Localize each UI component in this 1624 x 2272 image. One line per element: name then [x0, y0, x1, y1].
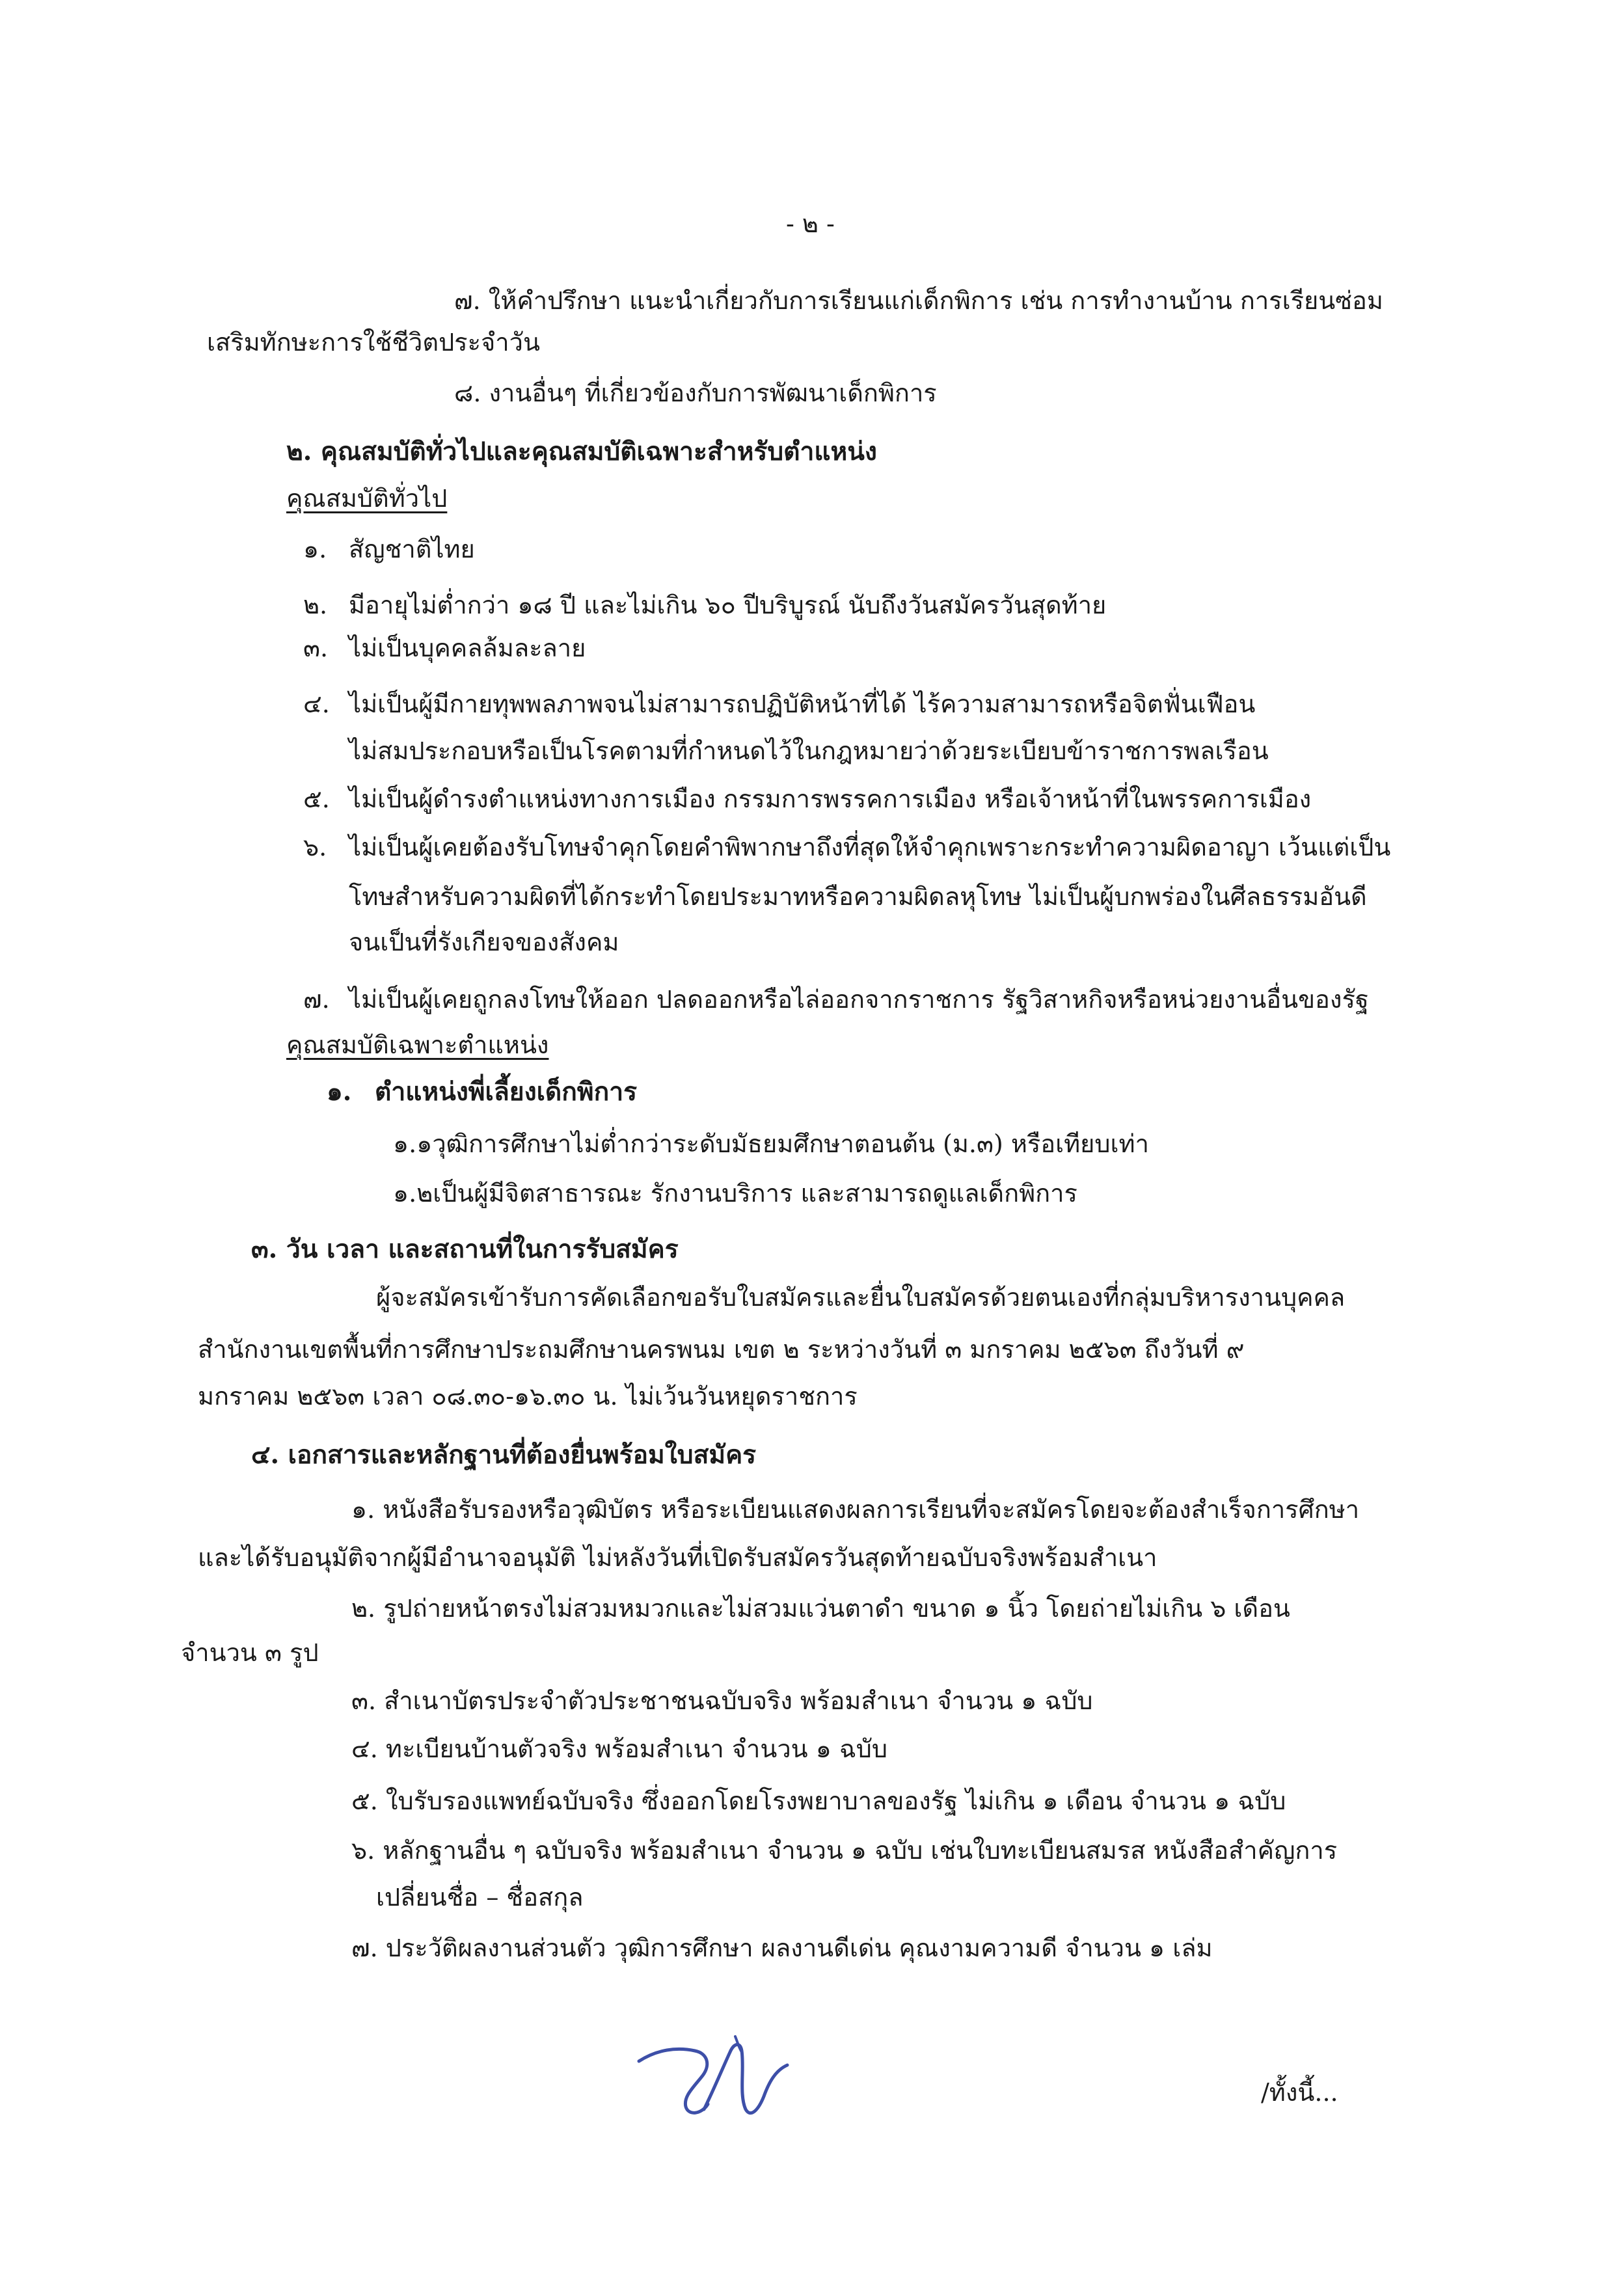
- duty-item-7-line1: [454, 284, 1454, 318]
- qual-5-text: ไม่เป็นผู้ดำรงตำแหน่งทางการเมือง กรรมการพรรคการเมือง หรือเจ้าหน้าที่ในพรรคการเมือง: [349, 785, 1312, 813]
- qual-3-text: ไม่เป็นบุคคลล้มละลาย: [349, 634, 586, 662]
- qual-6-line2: โทษสำหรับความผิดที่ได้กระทำโดยประมาทหรือความผิดลหุโทษ ไม่เป็นผู้บกพร่องในศีลธรรมอันดี: [349, 882, 1367, 911]
- continuation-marker: /ทั้งนี้...: [1261, 2078, 1338, 2107]
- general-qualifications-heading: คุณสมบัติทั่วไป: [286, 484, 448, 513]
- position-req-2: ๑.๒เป็นผู้มีจิตสาธารณะ รักงานบริการ และสามารถดูแลเด็กพิการ: [393, 1179, 1077, 1208]
- document-1-line2: และได้รับอนุมัติจากผู้มีอำนาจอนุมัติ ไม่หลังวันที่เปิดรับสมัครวันสุดท้ายฉบับจริงพร้อมสำเนา: [198, 1543, 1157, 1572]
- duty-item-7-line2: เสริมทักษะการใช้ชีวิตประจำวัน: [207, 328, 540, 357]
- section-3-line2: สำนักงานเขตพื้นที่การศึกษาประถมศึกษานครพนม เขต ๒ ระหว่างวันที่ ๓ มกราคม ๒๕๖๓ ถึงวันที่ ๙: [198, 1335, 1245, 1364]
- document-7: ๗. ประวัติผลงานส่วนตัว วุฒิการศึกษา ผลงานดีเด่น คุณงามความดี จำนวน ๑ เล่ม: [351, 1934, 1213, 1962]
- document-5: ๕. ใบรับรองแพทย์ฉบับจริง ซึ่งออกโดยโรงพยาบาลของรัฐ ไม่เกิน ๑ เดือน จำนวน ๑ ฉบับ: [351, 1787, 1286, 1815]
- qual-7-num: ๗.: [303, 985, 330, 1014]
- qual-4-line2: ไม่สมประกอบหรือเป็นโรคตามที่กำหนดไว้ในกฎหมายว่าด้วยระเบียบข้าราชการพลเรือน: [349, 737, 1269, 765]
- qual-1-num: ๑.: [303, 535, 327, 563]
- section-3-line1: ผู้จะสมัครเข้ารับการคัดเลือกขอรับใบสมัครและยื่นใบสมัครด้วยตนเองที่กลุ่มบริหารงานบุคคล: [376, 1283, 1346, 1312]
- qual-2-num: ๒.: [303, 591, 328, 619]
- specific-qualifications-heading: คุณสมบัติเฉพาะตำแหน่ง: [286, 1031, 549, 1059]
- qual-6-line3: จนเป็นที่รังเกียจของสังคม: [349, 928, 619, 956]
- position-number: ๑.: [327, 1077, 352, 1107]
- qual-6-num: ๖.: [303, 833, 327, 861]
- qual-3-num: ๓.: [303, 634, 329, 662]
- document-3: ๓. สำเนาบัตรประจำตัวประชาชนฉบับจริง พร้อมสำเนา จำนวน ๑ ฉบับ: [351, 1686, 1093, 1715]
- page-number: - ๒ -: [786, 210, 835, 238]
- signature-initials: [631, 2023, 800, 2128]
- section-2-heading: ๒. คุณสมบัติทั่วไปและคุณสมบัติเฉพาะสำหรับตำแหน่ง: [286, 437, 877, 467]
- document-2-line2: จำนวน ๓ รูป: [181, 1638, 319, 1667]
- section-3-heading: ๓. วัน เวลา และสถานที่ในการรับสมัคร: [251, 1234, 679, 1264]
- section-3-line3: มกราคม ๒๕๖๓ เวลา ๐๘.๓๐-๑๖.๓๐ น. ไม่เว้นวันหยุดราชการ: [198, 1382, 858, 1411]
- position-req-1: ๑.๑วุฒิการศึกษาไม่ต่ำกว่าระดับมัธยมศึกษาตอนต้น (ม.๓) หรือเทียบเท่า: [393, 1129, 1149, 1158]
- qual-5-num: ๕.: [303, 785, 330, 813]
- duty-item-7-text: ๗. ให้คำปรึกษา แนะนำเกี่ยวกับการเรียนแก่เด็กพิการ เช่น การทำงานบ้าน การเรียนซ่อม: [454, 286, 1383, 315]
- qual-1-text: สัญชาติไทย: [349, 535, 475, 563]
- qual-7-text: ไม่เป็นผู้เคยถูกลงโทษให้ออก ปลดออกหรือไล่ออกจากราชการ รัฐวิสาหกิจหรือหน่วยงานอื่นของรัฐ: [349, 985, 1369, 1014]
- duty-item-8: ๘. งานอื่นๆ ที่เกี่ยวข้องกับการพัฒนาเด็กพิการ: [454, 379, 937, 407]
- qual-4-num: ๔.: [303, 690, 330, 718]
- section-4-heading: ๔. เอกสารและหลักฐานที่ต้องยื่นพร้อมใบสมัคร: [251, 1440, 757, 1470]
- document-1-line1: ๑. หนังสือรับรองหรือวุฒิบัตร หรือระเบียนแสดงผลการเรียนที่จะสมัครโดยจะต้องสำเร็จการศึกษา: [351, 1495, 1360, 1524]
- document-6-line2: เปลี่ยนชื่อ – ชื่อสกุล: [376, 1883, 584, 1912]
- document-2-line1: ๒. รูปถ่ายหน้าตรงไม่สวมหมวกและไม่สวมแว่นตาดำ ขนาด ๑ นิ้ว โดยถ่ายไม่เกิน ๖ เดือน: [351, 1594, 1290, 1623]
- position-title: ตำแหน่งพี่เลี้ยงเด็กพิการ: [375, 1077, 638, 1107]
- document-6-line1: ๖. หลักฐานอื่น ๆ ฉบับจริง พร้อมสำเนา จำนวน ๑ ฉบับ เช่นใบทะเบียนสมรส หนังสือสำคัญการ: [351, 1836, 1338, 1865]
- qual-4-line1: ไม่เป็นผู้มีกายทุพพลภาพจนไม่สามารถปฏิบัติหน้าที่ได้ ไร้ความสามารถหรือจิตฟั่นเฟือน: [349, 690, 1256, 718]
- document-4: ๔. ทะเบียนบ้านตัวจริง พร้อมสำเนา จำนวน ๑ ฉบับ: [351, 1735, 888, 1763]
- qual-6-line1: ไม่เป็นผู้เคยต้องรับโทษจำคุกโดยคำพิพากษาถึงที่สุดให้จำคุกเพราะกระทำความผิดอาญา เว้นแต่เป็น: [349, 833, 1391, 861]
- qual-2-text: มีอายุไม่ต่ำกว่า ๑๘ ปี และไม่เกิน ๖๐ ปีบริบูรณ์ นับถึงวันสมัครวันสุดท้าย: [349, 591, 1107, 619]
